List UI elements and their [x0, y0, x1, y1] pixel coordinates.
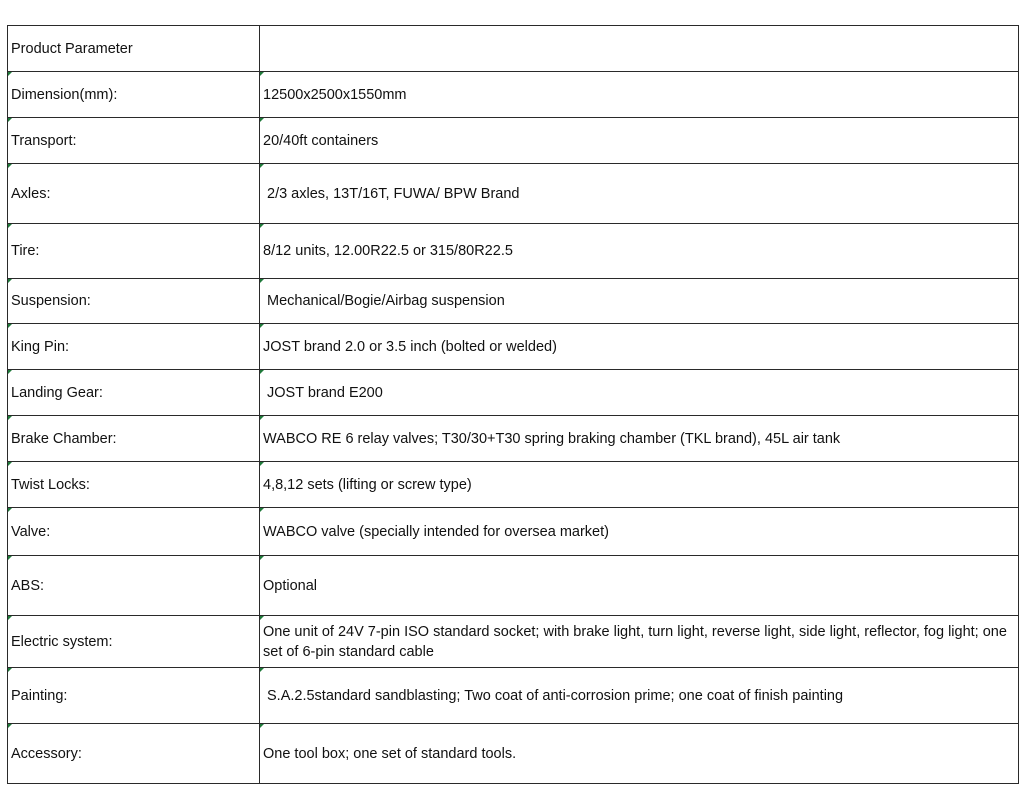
table-row: [8, 279, 1019, 324]
table-row: [8, 370, 1019, 416]
param-label: Suspension:: [8, 279, 260, 324]
param-label: Axles:: [8, 164, 260, 224]
param-value: S.A.2.5standard sandblasting; Two coat of anti-corrosion prime; one coat of finish painting: [260, 668, 1019, 724]
param-value: 20/40ft containers: [260, 118, 1019, 164]
param-label: Product Parameter: [8, 26, 260, 72]
param-label: Twist Locks:: [8, 462, 260, 508]
table-row: [8, 324, 1019, 370]
param-value: One unit of 24V 7-pin ISO standard socket; with brake light, turn light, reverse light, side light, reflector, fog light; one set of 6-pin standard cable: [260, 616, 1019, 668]
param-label: Valve:: [8, 508, 260, 556]
table-row: [8, 224, 1019, 279]
param-value: 2/3 axles, 13T/16T, FUWA/ BPW Brand: [260, 164, 1019, 224]
param-value: One tool box; one set of standard tools.: [260, 724, 1019, 784]
param-value: Mechanical/Bogie/Airbag suspension: [260, 279, 1019, 324]
table-row: [8, 616, 1019, 668]
param-value: WABCO RE 6 relay valves; T30/30+T30 spring braking chamber (TKL brand), 45L air tank: [260, 416, 1019, 462]
param-value: JOST brand 2.0 or 3.5 inch (bolted or welded): [260, 324, 1019, 370]
param-label: King Pin:: [8, 324, 260, 370]
table-row: [8, 118, 1019, 164]
param-value: 8/12 units, 12.00R22.5 or 315/80R22.5: [260, 224, 1019, 279]
param-label: Brake Chamber:: [8, 416, 260, 462]
table-row: [8, 668, 1019, 724]
param-value: WABCO valve (specially intended for oversea market): [260, 508, 1019, 556]
param-label: Transport:: [8, 118, 260, 164]
param-value: [260, 26, 1019, 72]
table-row: [8, 72, 1019, 118]
product-parameter-table: [7, 25, 1019, 784]
table-row: [8, 416, 1019, 462]
table-row: [8, 462, 1019, 508]
param-value: JOST brand E200: [260, 370, 1019, 416]
param-label: ABS:: [8, 556, 260, 616]
table-row: [8, 724, 1019, 784]
param-label: Accessory:: [8, 724, 260, 784]
table-row: [8, 26, 1019, 72]
table-row: [8, 164, 1019, 224]
table-row: [8, 508, 1019, 556]
param-label: Dimension(mm):: [8, 72, 260, 118]
table-row: [8, 556, 1019, 616]
param-value: Optional: [260, 556, 1019, 616]
param-value: 12500x2500x1550mm: [260, 72, 1019, 118]
param-label: Tire:: [8, 224, 260, 279]
param-label: Landing Gear:: [8, 370, 260, 416]
param-value: 4,8,12 sets (lifting or screw type): [260, 462, 1019, 508]
param-label: Painting:: [8, 668, 260, 724]
param-label: Electric system:: [8, 616, 260, 668]
